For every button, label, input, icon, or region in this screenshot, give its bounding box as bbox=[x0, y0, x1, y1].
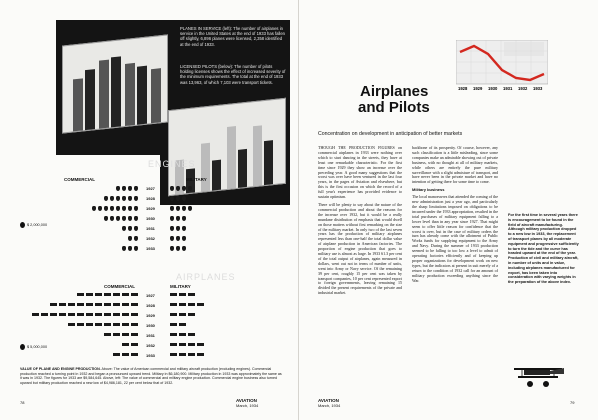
money-bag-icon bbox=[122, 196, 126, 201]
chart-bar bbox=[212, 160, 221, 191]
airplane-icon bbox=[122, 303, 129, 306]
airplane-icon bbox=[95, 313, 102, 316]
airplane-icon bbox=[131, 293, 138, 296]
year-label: 1931 bbox=[146, 333, 155, 338]
biplane-illustration bbox=[508, 362, 566, 390]
airplane-icon bbox=[113, 313, 120, 316]
airplane-icon bbox=[77, 323, 84, 326]
airplane-icon bbox=[104, 323, 111, 326]
money-bag-icon bbox=[176, 226, 180, 231]
airplane-icon bbox=[104, 303, 111, 306]
money-bag-icon bbox=[122, 216, 126, 221]
article-title bbox=[360, 84, 430, 116]
airplane-icon bbox=[41, 313, 48, 316]
airplane-icon bbox=[68, 323, 75, 326]
airplane-icon bbox=[188, 353, 195, 356]
money-bag-icon bbox=[116, 186, 120, 191]
money-bag-icon bbox=[170, 236, 174, 241]
airplane-icon bbox=[188, 343, 195, 346]
airplane-icon bbox=[77, 303, 84, 306]
money-bag-icon bbox=[176, 236, 180, 241]
money-bag-icon bbox=[170, 216, 174, 221]
year-label: 1929 bbox=[146, 206, 155, 211]
airplane-icon bbox=[104, 313, 111, 316]
money-bag-icon bbox=[182, 206, 186, 211]
money-bag-icon bbox=[128, 236, 132, 241]
airplane-icon bbox=[131, 353, 138, 356]
money-legend-value: $ 5,000,000 bbox=[27, 345, 48, 349]
airplane-icon bbox=[95, 323, 102, 326]
money-bag-icon bbox=[128, 186, 132, 191]
airplane-icon bbox=[131, 333, 138, 336]
money-legend-airplanes bbox=[20, 344, 47, 350]
airplane-icon bbox=[197, 343, 204, 346]
airplane-icon bbox=[68, 313, 75, 316]
money-bag-icon bbox=[128, 196, 132, 201]
chart-bar bbox=[73, 78, 83, 131]
airplane-icon bbox=[188, 303, 195, 306]
airplane-icon bbox=[68, 303, 75, 306]
money-bag-icon bbox=[116, 206, 120, 211]
paragraph: The local manoeuvres that attended the coming of the new administration just a year ago, and particularly the sharp limitations imposed on obligations to be incurred under the 1933 appropriation, resulted in the total purchases of military equipment falling to a lower level than in any year since 1927. That might seem to offer little reason for confidence that the worst is over, but in the case of military orders the turn has already come with the allotment of Public Works funds for supplying equipment to the Army and Navy. During the summer of 1933 production seemed to be falling to too low a level to admit of operating factories efficiently and of keeping up proper organizations for development work on new types, but the indicators at present in suit merely of a return to the condition of 1932 call for an amount of military production exceeding anything since the War. bbox=[412, 194, 498, 283]
airplane-icon bbox=[170, 293, 177, 296]
caption-title: VALUE OF PLANE AND ENGINE PRODUCTION. bbox=[20, 367, 101, 371]
airplane-icon bbox=[59, 303, 66, 306]
airplane-icon bbox=[170, 333, 177, 336]
paragraph: There will be plenty to say about the nature of the commercial production and about the reasons for the increase over 1932, but it would be a really mundane distribution of emphasis that would dwell on those matters without first remarking on the size of the military market. In only two of the last seven years has the production of military airplanes represented less than one-half the total dollar value of airplane production in American factories. The proportion of engine production that goes to military use is almost as large. In 1933 61.3 per cent of the total output of airplanes, again measured in dollars, went out not in terms of number of units, went into Army or Navy service. Of the remaining 39 per cent, roughly 15 per cent was taken by transport companies, 10 per cent represented export to foreign governments, leaving remaining 15 divided the present requirements of the private and industrial market. bbox=[318, 201, 402, 296]
airplane-icon bbox=[188, 333, 195, 336]
magazine-name: AVIATION bbox=[318, 398, 339, 403]
money-bag-icon bbox=[122, 206, 126, 211]
page-number-right: 79 bbox=[570, 400, 575, 405]
licensed-pilots-text: LICENSED PILOTS (below): The number of pilots holding licenses shows the effect of increased severity of the minimum requirements. The total at the end of 1933 was 13,963, of which 7,103 were transport tickets. bbox=[180, 64, 286, 85]
airplane-icon bbox=[170, 303, 177, 306]
magazine-footer-left bbox=[236, 398, 258, 408]
year-label: 1927 bbox=[146, 293, 155, 298]
airplane-icon bbox=[179, 333, 186, 336]
airplane-icon bbox=[197, 303, 204, 306]
magazine-name: AVIATION bbox=[236, 398, 257, 403]
year-label: 1932 bbox=[146, 236, 155, 241]
year-label: 1930 bbox=[146, 216, 155, 221]
money-bag-icon bbox=[116, 216, 120, 221]
article-column-2 bbox=[412, 146, 498, 286]
engines-commercial-label: COMMERCIAL bbox=[64, 177, 95, 182]
money-bag-icon bbox=[134, 246, 138, 251]
issue-date: March, 1934 bbox=[236, 403, 259, 408]
money-bag-icon bbox=[98, 206, 102, 211]
section-heading: Military business bbox=[412, 187, 445, 193]
airplane-icon bbox=[179, 313, 186, 316]
money-bag-icon bbox=[182, 236, 186, 241]
paragraph: THOUGH THE PRODUCTION FIGURES on commercial airplanes in 1933 were nothing over which to start dancing in the streets, they have at least one remarkable characteristic. For the first time since 1929 they show an increase over the preceding year. A good many suggestions that the worst was over have been ventured in the last four years, in the pages of Aviation and elsewhere, but this is the first occasion on which the record of a full year's experience has provided evidence to sustain optimism. bbox=[318, 145, 402, 200]
airplane-icon bbox=[50, 313, 57, 316]
year-label: 1931 bbox=[146, 226, 155, 231]
money-bag-icon bbox=[92, 206, 96, 211]
graph-year-label: 1928 bbox=[458, 86, 468, 91]
money-bag-icon bbox=[170, 226, 174, 231]
money-legend-value: $ 2,000,000 bbox=[27, 223, 48, 227]
airplane-icon bbox=[113, 333, 120, 336]
money-bag-icon bbox=[182, 246, 186, 251]
airplane-icon bbox=[179, 353, 186, 356]
airplane-icon bbox=[170, 353, 177, 356]
year-label: 1928 bbox=[146, 303, 155, 308]
chart-bar bbox=[227, 126, 236, 189]
paragraph: backbone of its prosperity. Of course, however, any such classification is a little misleading, since some companies make an admirable showing out of private business, with no thought at all of military markets, while others are entirely the pure military surveillance with a slight admixture of transport, and have never been in the private market and have no intention of getting there for some time to come. bbox=[412, 145, 498, 185]
airplane-icon bbox=[179, 323, 186, 326]
chart-bar bbox=[151, 68, 161, 123]
money-bag-icon bbox=[128, 216, 132, 221]
caption-text: Above: The value of American commercial and military aircraft production (excluding engines). Commercial production reached a turning point in 1932 and began a pronounced upward trend. Military in $6,180,900. Military production in 1933 was approximately the same as it was in 1932. The figures for 1933 are $9,584,645. Above, left: The value of commercial and military engine production. Commercial engine business also turned upward but military production reached a new low of $4,986,181, 22 per cent below that of 1932. bbox=[20, 367, 282, 385]
chart-bar bbox=[125, 63, 135, 126]
chart-bar bbox=[264, 140, 273, 185]
money-bag-icon bbox=[122, 186, 126, 191]
airplane-icon bbox=[131, 343, 138, 346]
page-gutter bbox=[298, 0, 299, 420]
sidebar-note: For the first time in several years there is encouragement to be found in the field of aircraft manufacturing. Although military production dropped to a new low in 1933, the replacement of transport planes by all moderate equipment and progressive sufficiently to turn the tide and the curve has headed upward at the end of the year. Production of civil and military aircraft, in number of units and in value, including airplanes manufactured for export, has been taken into consideration with varying weights in the preparation of the above index. bbox=[508, 213, 579, 285]
money-bag-icon bbox=[188, 186, 192, 191]
money-bag-icon bbox=[176, 186, 180, 191]
money-bag-icon bbox=[182, 196, 186, 201]
airplanes-military-label: MILITARY bbox=[170, 284, 191, 289]
money-bag-icon bbox=[134, 226, 138, 231]
airplane-icon bbox=[179, 343, 186, 346]
article-column-1 bbox=[318, 146, 402, 299]
airplane-icon bbox=[197, 353, 204, 356]
money-bag-icon bbox=[182, 216, 186, 221]
airplane-icon bbox=[188, 313, 195, 316]
airplane-icon bbox=[77, 313, 84, 316]
airplane-icon bbox=[104, 293, 111, 296]
airplane-icon bbox=[170, 323, 177, 326]
money-bag-icon bbox=[176, 206, 180, 211]
graph-year-label: 1932 bbox=[518, 86, 528, 91]
money-bag-icon bbox=[104, 196, 108, 201]
airplane-icon bbox=[86, 313, 93, 316]
chart-bar bbox=[238, 149, 247, 188]
airplane-icon bbox=[86, 293, 93, 296]
airplane-icon bbox=[188, 293, 195, 296]
airplane-icon bbox=[113, 323, 120, 326]
page-number-left: 78 bbox=[20, 400, 25, 405]
money-bag-icon bbox=[110, 216, 114, 221]
airplane-icon bbox=[95, 303, 102, 306]
money-bag-icon bbox=[128, 246, 132, 251]
airplane-icon bbox=[170, 313, 177, 316]
airplane-icon bbox=[104, 333, 111, 336]
money-bag-icon bbox=[134, 206, 138, 211]
airplane-icon bbox=[95, 293, 102, 296]
money-bag-icon bbox=[134, 186, 138, 191]
airplane-icon bbox=[113, 353, 120, 356]
money-bag-icon bbox=[182, 186, 186, 191]
graph-year-label: 1930 bbox=[488, 86, 498, 91]
money-bag-icon bbox=[116, 196, 120, 201]
money-bag-icon bbox=[122, 226, 126, 231]
money-bag-icon bbox=[122, 246, 126, 251]
airplane-icon bbox=[122, 293, 129, 296]
year-label: 1929 bbox=[146, 313, 155, 318]
planes-in-service-chart bbox=[62, 34, 168, 133]
airplane-icon bbox=[179, 293, 186, 296]
money-bag-icon bbox=[134, 196, 138, 201]
airplane-icon bbox=[131, 303, 138, 306]
article-subtitle: Concentration on development in anticipation of better markets bbox=[318, 131, 463, 137]
year-label: 1928 bbox=[146, 196, 155, 201]
chart-bar bbox=[85, 69, 95, 130]
graph-year-label: 1931 bbox=[503, 86, 513, 91]
money-bag-icon bbox=[110, 206, 114, 211]
year-label: 1933 bbox=[146, 246, 155, 251]
money-bag-icon bbox=[20, 222, 25, 228]
production-caption bbox=[20, 367, 282, 385]
airplanes-heading: AIRPLANES bbox=[176, 272, 236, 282]
money-bag-icon bbox=[170, 206, 174, 211]
airplane-icon bbox=[122, 313, 129, 316]
chart-bar bbox=[253, 125, 262, 186]
money-bag-icon bbox=[176, 216, 180, 221]
airplane-icon bbox=[86, 303, 93, 306]
title-line-2: and Pilots bbox=[358, 99, 430, 116]
engines-heading: ENGINES bbox=[148, 159, 196, 169]
airplane-icon bbox=[170, 343, 177, 346]
airplane-icon bbox=[131, 323, 138, 326]
year-label: 1930 bbox=[146, 323, 155, 328]
money-bag-icon bbox=[20, 344, 25, 350]
money-bag-icon bbox=[170, 186, 174, 191]
money-bag-icon bbox=[104, 216, 108, 221]
airplane-icon bbox=[32, 313, 39, 316]
money-bag-icon bbox=[128, 226, 132, 231]
money-bag-icon bbox=[110, 196, 114, 201]
graph-year-label: 1929 bbox=[473, 86, 483, 91]
money-bag-icon bbox=[134, 236, 138, 241]
money-bag-icon bbox=[134, 216, 138, 221]
airplane-icon bbox=[50, 303, 57, 306]
money-legend-engines bbox=[20, 222, 47, 228]
money-bag-icon bbox=[176, 196, 180, 201]
year-label: 1933 bbox=[146, 353, 155, 358]
airplane-icon bbox=[122, 323, 129, 326]
year-label: 1932 bbox=[146, 343, 155, 348]
graph-year-label: 1933 bbox=[533, 86, 543, 91]
airplanes-commercial-label: COMMERCIAL bbox=[104, 284, 135, 289]
chart-bar bbox=[99, 60, 109, 129]
airplane-icon bbox=[113, 293, 120, 296]
left-page bbox=[0, 0, 298, 420]
airplane-icon bbox=[77, 293, 84, 296]
money-bag-icon bbox=[170, 196, 174, 201]
chart-bar bbox=[111, 56, 121, 127]
money-bag-icon bbox=[128, 206, 132, 211]
money-bag-icon bbox=[170, 246, 174, 251]
chart-bar bbox=[137, 66, 147, 125]
money-bag-icon bbox=[188, 206, 192, 211]
airplane-icon bbox=[122, 353, 129, 356]
money-bag-icon bbox=[176, 246, 180, 251]
airplane-icon bbox=[122, 343, 129, 346]
airplane-icon bbox=[113, 303, 120, 306]
money-bag-icon bbox=[182, 226, 186, 231]
chart-bar bbox=[201, 143, 210, 192]
engines-military-label: MILITARY bbox=[186, 177, 207, 182]
production-index-graph bbox=[456, 40, 548, 92]
year-label: 1927 bbox=[146, 186, 155, 191]
issue-date: March, 1934 bbox=[318, 403, 341, 408]
magazine-footer-right bbox=[318, 398, 340, 408]
airplane-icon bbox=[131, 313, 138, 316]
planes-in-service-text: PLANES IN SERVICE (left): The number of airplanes in service in the United States at the end of 1933 has fallen off slightly, 6,896 planes were licensed, 2,358 identified at the end of 1933. bbox=[180, 26, 285, 47]
airplane-icon bbox=[86, 323, 93, 326]
airplane-icon bbox=[59, 313, 66, 316]
title-line-1: Airplanes bbox=[360, 83, 429, 100]
airplane-icon bbox=[122, 333, 129, 336]
airplane-icon bbox=[179, 303, 186, 306]
money-bag-icon bbox=[104, 206, 108, 211]
